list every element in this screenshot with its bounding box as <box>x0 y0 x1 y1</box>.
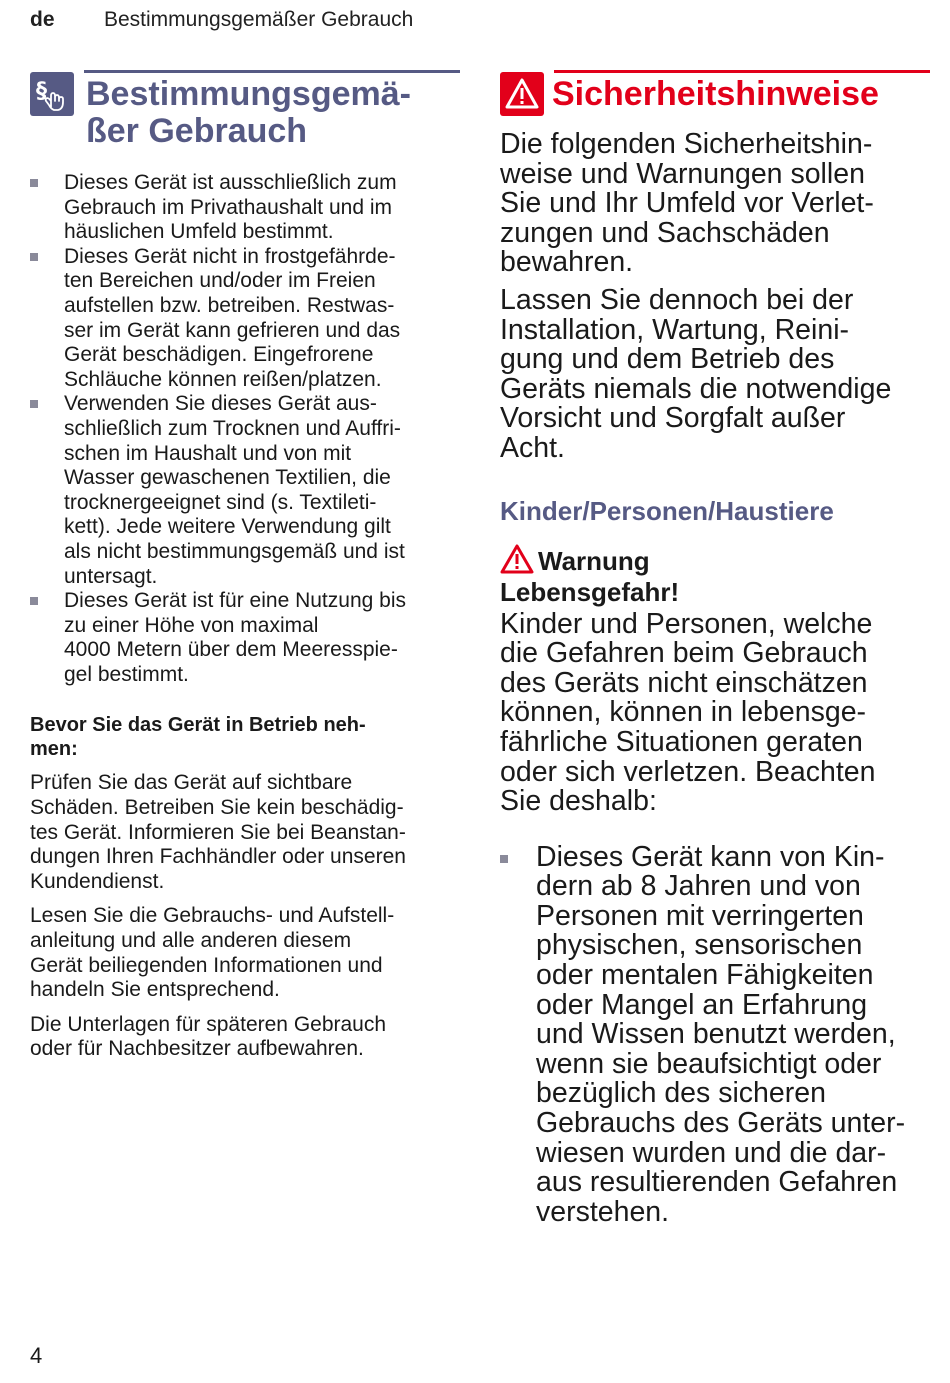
text-line: Gebrauchs des Geräts unter- <box>536 1107 906 1140</box>
text-line: gel bestimmt. <box>64 662 189 686</box>
text-line: Lesen Sie die Gebrauchs- und Aufstell- <box>30 904 395 928</box>
text-line: zungen und Sachschäden <box>500 216 830 249</box>
text-line: Gerät beschädigen. Eingefrorene <box>64 343 374 367</box>
text-line: Installation, Wartung, Reini- <box>500 313 850 346</box>
svg-text:§: § <box>36 79 47 104</box>
safety-care-paragraph <box>500 283 930 464</box>
text-line: handeln Sie entsprechend. <box>30 978 280 1002</box>
section-rule <box>84 70 460 73</box>
text-line: Personen mit verringerten <box>536 899 864 932</box>
text-line: oder für Nachbesitzer aufbewahren. <box>30 1037 364 1061</box>
text-line: Bevor Sie das Gerät in Betrieb neh- <box>30 714 366 737</box>
text-line: schließlich zum Trocknen und Auffri- <box>64 416 401 440</box>
text-line: verstehen. <box>536 1195 670 1228</box>
text-line: Dieses Gerät kann von Kin- <box>536 840 885 873</box>
text-line: als nicht bestimmungsgemäß und ist <box>64 539 405 563</box>
text-line: dern ab 8 Jahren und von <box>536 870 861 903</box>
text-line: ten Bereichen und/oder im Freien <box>64 269 376 293</box>
text-line: wiesen wurden und die dar- <box>536 1136 887 1169</box>
intended-use-bullet-list <box>30 171 460 687</box>
warning-text <box>500 607 930 818</box>
paragraph-inspect <box>30 771 460 894</box>
text-line: Sie deshalb: <box>500 785 657 818</box>
text-line: Dieses Gerät nicht in frostgefährde- <box>64 244 396 268</box>
text-line: kett). Jede weitere Verwendung gilt <box>64 515 391 539</box>
text-line: Verwenden Sie dieses Gerät aus- <box>64 392 377 416</box>
section-title <box>30 70 460 150</box>
paragraph-hand-icon <box>30 72 74 116</box>
text-line: Dieses Gerät ist ausschließlich zum <box>64 171 397 194</box>
text-line: aus resultierenden Gefahren <box>536 1166 898 1199</box>
text-line: Kinder und Personen, welche <box>500 607 873 640</box>
text-line: die Gefahren beim Gebrauch <box>500 637 868 670</box>
bullet-square-icon <box>30 179 38 187</box>
text-line: Lassen Sie dennoch bei der <box>500 283 854 316</box>
warning-label <box>500 544 930 577</box>
text-line: häuslichen Umfeld bestimmt. <box>64 220 334 244</box>
text-line: Die folgenden Sicherheitshin- <box>500 128 873 160</box>
text-line: oder mentalen Fähigkeiten <box>536 959 874 992</box>
text-line: können, können in lebensge- <box>500 696 867 729</box>
text-line: Acht. <box>500 431 565 464</box>
text-line: Prüfen Sie das Gerät auf sichtbare <box>30 771 353 795</box>
warning-triangle-icon <box>500 544 534 574</box>
text-line: schen im Haushalt und von mit <box>64 441 352 465</box>
left-column <box>30 70 460 1072</box>
text-line: aufstellen bzw. betreiben. Restwas- <box>64 293 395 317</box>
section-title-line1: Bestimmungsgemä- <box>86 75 411 113</box>
warning-title: Lebensgefahr! <box>500 576 680 607</box>
text-line: bewahren. <box>500 246 634 279</box>
text-line: men: <box>30 738 78 761</box>
text-line: Sie und Ihr Umfeld vor Verlet- <box>500 187 874 220</box>
safety-intro-paragraph <box>500 130 930 278</box>
page-number: 4 <box>30 1343 43 1368</box>
language-code: de <box>30 8 55 31</box>
running-title: Bestimmungsgemäßer Gebrauch <box>104 8 414 31</box>
text-line: Schäden. Betreiben Sie kein beschädig- <box>30 796 404 820</box>
section-title: Sicherheitshinweise <box>552 75 879 113</box>
text-line: trocknergeeignet sind (s. Textileti- <box>64 490 377 514</box>
section-header-intended-use <box>30 70 460 150</box>
text-line: 4000 Metern über dem Meeresspie- <box>64 638 398 662</box>
text-line: wenn sie beaufsichtigt oder <box>536 1047 882 1080</box>
bullet-square-icon <box>30 253 38 261</box>
bullet-square-icon <box>500 855 508 863</box>
text-line: Dieses Gerät ist für eine Nutzung bis <box>64 589 406 613</box>
text-line: und Wissen benutzt werden, <box>536 1018 896 1051</box>
section-title-line2: ßer Gebrauch <box>86 112 308 150</box>
text-line: fährliche Situationen geraten <box>500 725 863 758</box>
text-line: Wasser gewaschenen Textilien, die <box>64 466 391 490</box>
text-line: Geräts niemals die notwendige <box>500 372 892 405</box>
paragraph-read-manual <box>30 904 460 1002</box>
text-line: Kundendienst. <box>30 869 165 893</box>
text-line: untersagt. <box>64 564 158 588</box>
paragraph-keep-documents <box>30 1013 460 1062</box>
text-line: Schläuche können reißen/platzen. <box>64 367 382 391</box>
section-header-safety <box>500 70 930 130</box>
list-item <box>30 171 460 245</box>
bullet-square-icon <box>30 400 38 408</box>
warning-word: Warnung <box>538 545 650 576</box>
subsection-title: Kinder/Personen/Haustiere <box>500 495 834 526</box>
text-line: Die Unterlagen für späteren Gebrauch <box>30 1012 387 1036</box>
text-line: bezüglich des sicheren <box>536 1077 826 1110</box>
text-line: dungen Ihren Fachhändler oder unseren <box>30 845 406 869</box>
bullet-square-icon <box>30 597 38 605</box>
list-item <box>30 245 460 393</box>
warning-triangle-icon <box>500 72 544 116</box>
before-use-subheading <box>30 713 460 761</box>
list-item <box>30 392 460 589</box>
text-line: Gerät beiliegenden Informationen und <box>30 953 383 977</box>
text-line: tes Gerät. Informieren Sie bei Beanstan- <box>30 820 406 844</box>
text-line: zu einer Höhe von maximal <box>64 613 319 637</box>
text-line: Gebrauch im Privathaushalt und im <box>64 195 392 219</box>
text-line: physischen, sensorischen <box>536 929 863 962</box>
text-line: oder sich verletzen. Beachten <box>500 755 876 788</box>
text-line: oder Mangel an Erfahrung <box>536 988 868 1021</box>
text-line: ser im Gerät kann gefrieren und das <box>64 318 401 342</box>
text-line: weise und Warnungen sollen <box>500 157 865 190</box>
text-line: gung und dem Betrieb des <box>500 343 835 376</box>
children-bullet-list <box>500 840 930 1228</box>
text-line: anleitung und alle anderen diesem <box>30 929 352 953</box>
list-item <box>30 589 460 687</box>
section-rule <box>554 70 930 73</box>
list-item <box>500 840 930 1228</box>
text-line: des Geräts nicht einschätzen <box>500 666 868 699</box>
page-header <box>30 8 414 32</box>
right-column <box>500 70 930 1227</box>
text-line: Vorsicht und Sorgfalt außer <box>500 402 846 435</box>
